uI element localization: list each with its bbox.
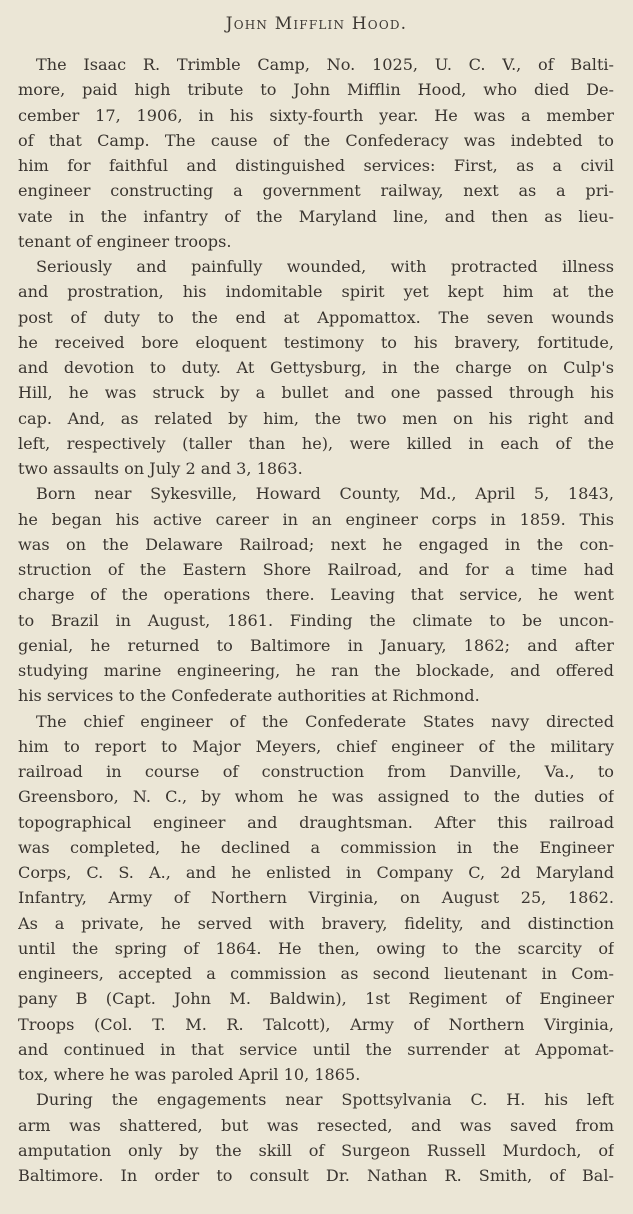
text-line: Hill, he was struck by a bullet and one passed through his xyxy=(18,383,614,403)
text-line: As a private, he served with bravery, fidelity, and distinction xyxy=(18,913,614,933)
text-line: left, respectively (taller than he), were killed in each of the xyxy=(18,433,614,453)
text-line: was completed, he declined a commission in the Engineer xyxy=(18,837,614,857)
text-line: Seriously and painfully wounded, with protracted illness xyxy=(36,257,614,276)
text-line: two assaults on July 2 and 3, 1863. xyxy=(18,459,303,478)
text-line: Greensboro, N. C., by whom he was assigned to the duties of xyxy=(18,787,614,807)
text-line: until the spring of 1864. He then, owing to the scarcity of xyxy=(18,938,614,958)
text-line: genial, he returned to Baltimore in January, 1862; and after xyxy=(18,635,614,655)
text-line: The Isaac R. Trimble Camp, No. 1025, U. C. V., of Balti- xyxy=(36,55,614,74)
text-line: arm was shattered, but was resected, and was saved from xyxy=(18,1115,614,1135)
text-line: tenant of engineer troops. xyxy=(18,231,232,251)
text-line: more, paid high tribute to John Mifflin Hood, who died De- xyxy=(18,80,614,100)
text-line: him to report to Major Meyers, chief engineer of the military xyxy=(18,736,614,756)
text-line: cap. And, as related by him, the two men on his right and xyxy=(18,408,614,428)
text-line: pany B (Capt. John M. Baldwin), 1st Regiment of Engineer xyxy=(18,989,614,1009)
paragraph xyxy=(18,481,614,708)
text-line: and prostration, his indomitable spirit yet kept him at the xyxy=(18,282,614,302)
text-line: railroad in course of construction from Danville, Va., to xyxy=(18,762,614,781)
text-line: Corps, C. S. A., and he enlisted in Company C, 2d Maryland xyxy=(18,863,614,882)
text-line: tox, where he was paroled April 10, 1865. xyxy=(18,1065,361,1084)
text-line: he began his active career in an engineer corps in 1859. This xyxy=(18,509,614,529)
text-line: engineers, accepted a commission as second lieutenant in Com- xyxy=(18,964,614,983)
text-line: vate in the infantry of the Maryland line, and then as lieu- xyxy=(18,206,614,226)
paragraph xyxy=(18,52,614,254)
text-line: Infantry, Army of Northern Virginia, on August 25, 1862. xyxy=(18,888,614,908)
paragraph xyxy=(18,709,614,1088)
text-line: to Brazil in August, 1861. Finding the climate to be uncon- xyxy=(18,610,614,630)
text-line: During the engagements near Spottsylvania C. H. his left xyxy=(36,1090,614,1110)
text-line: was on the Delaware Railroad; next he engaged in the con- xyxy=(18,534,614,554)
text-line: and devotion to duty. At Gettysburg, in the charge on Culp's xyxy=(18,358,614,377)
text-line: engineer constructing a government railway, next as a pri- xyxy=(18,181,614,201)
paragraph xyxy=(18,1087,614,1188)
text-line: struction of the Eastern Shore Railroad, and for a time had xyxy=(18,560,614,579)
text-line: Born near Sykesville, Howard County, Md., April 5, 1843, xyxy=(36,484,614,504)
text-line: Baltimore. In order to consult Dr. Nathan R. Smith, of Bal- xyxy=(18,1166,614,1185)
text-line: and continued in that service until the surrender at Appomat- xyxy=(18,1039,614,1059)
text-line: topographical engineer and draughtsman. After this railroad xyxy=(18,812,614,832)
paragraph xyxy=(18,254,614,481)
text-line: cember 17, 1906, in his sixty-fourth year. He was a member xyxy=(18,105,614,125)
text-line: his services to the Confederate authorities at Richmond. xyxy=(18,686,480,706)
text-line: The chief engineer of the Confederate States navy directed xyxy=(36,711,614,731)
text-line: post of duty to the end at Appomattox. The seven wounds xyxy=(18,307,614,327)
text-line: of that Camp. The cause of the Confederacy was indebted to xyxy=(18,130,614,150)
running-header: John Mifflin Hood. xyxy=(225,14,408,34)
text-line: charge of the operations there. Leaving that service, he went xyxy=(18,585,614,605)
text-line: studying marine engineering, he ran the blockade, and offered xyxy=(18,661,614,680)
text-line: Troops (Col. T. M. R. Talcott), Army of Northern Virginia, xyxy=(18,1014,614,1034)
article-body xyxy=(18,52,614,1188)
text-line: amputation only by the skill of Surgeon Russell Murdoch, of xyxy=(18,1140,614,1160)
text-line: him for faithful and distinguished services: First, as a civil xyxy=(18,156,614,175)
text-line: he received bore eloquent testimony to his bravery, fortitude, xyxy=(18,332,614,352)
